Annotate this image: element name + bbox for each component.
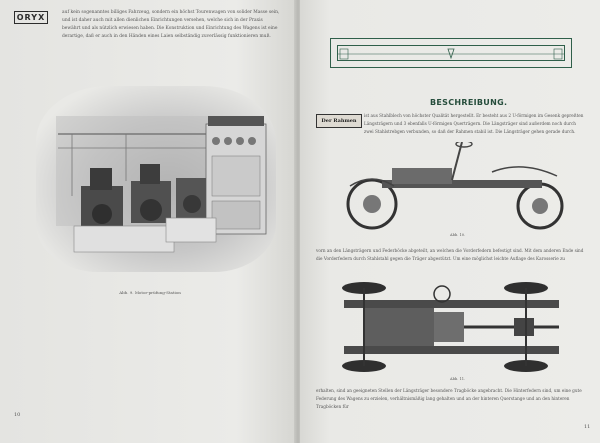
intro-text: ist aus Stahlblech von höchster Qualität hergestellt. Er besteht aus 2 U-förmigen im Gesenk gepreßten Längsträgern und 3 ebenfalls U-förmigen Querträgern. Die Längsträger sind außerdem noch durch zwei Stahlstrebgen verbunden, so daß der Rahmen stabil ist. Die Längsträger gehen gerade durch. [364, 113, 584, 134]
chassis-side-illustration [342, 142, 574, 232]
fig2-caption: Abb. 11. [450, 377, 466, 381]
photo-caption: Abb. 9. Motor-prüfung-Station [119, 290, 181, 295]
right-page-number: 11 [584, 424, 591, 430]
left-body-text: auf kein sogenanntes billiges Fahrzeug, sondern ein höchst Tourenwagen von solider Masse sein, und ist daher auch mit allen dienlichen Einrichtungen versehen, welche sich in der Praxis bewährt und als nützlich erwiesen haben. Die Konstruktion und Einrichtung des Wagens ist eine derartige, daß er auch in den Händen eines Laien selbständig zuverlässig funktionieren muß. [62, 10, 280, 39]
left-page [0, 0, 296, 443]
frame-section-label: Der Rahmen [316, 114, 362, 128]
right-page [300, 0, 600, 443]
chassis-side-figure [342, 142, 574, 232]
section-heading: BESCHREIBUNG. [430, 98, 508, 107]
left-page-number: 10 [14, 412, 21, 418]
chassis-top-figure [334, 280, 574, 375]
machine-room-photo [36, 86, 276, 272]
fig1-caption: Abb. 10. [450, 233, 466, 237]
bottom-text: erhalten, sind an geeigneten Stellen der Längsträger besondere Tragböcke angebracht. Die Hinterfedern sind, um eine gute Federung des Wagens zu erzielen, verhältnismäßig lang gehalten und an der hinteren Querstange und an den hinteren Tragböcken für [316, 388, 582, 409]
oryx-logo: ORYX [14, 11, 48, 24]
mid-text: vorn an den Längsträgern und Federböcke abgeteilt, an welchen die Vorderfedern befestigt sind. Mit dem anderen Ende sind die Vorderfedern durch Stahlstahl gegen die Träger abgestützt. Um eine möglichst leichte Auflage des Karosserie zu [316, 248, 584, 261]
decorative-banner [330, 38, 572, 68]
banner-inner-frame [337, 45, 565, 61]
chassis-top-illustration [334, 280, 574, 375]
banner-ornament [338, 47, 564, 61]
machine-room-illustration [36, 86, 276, 272]
